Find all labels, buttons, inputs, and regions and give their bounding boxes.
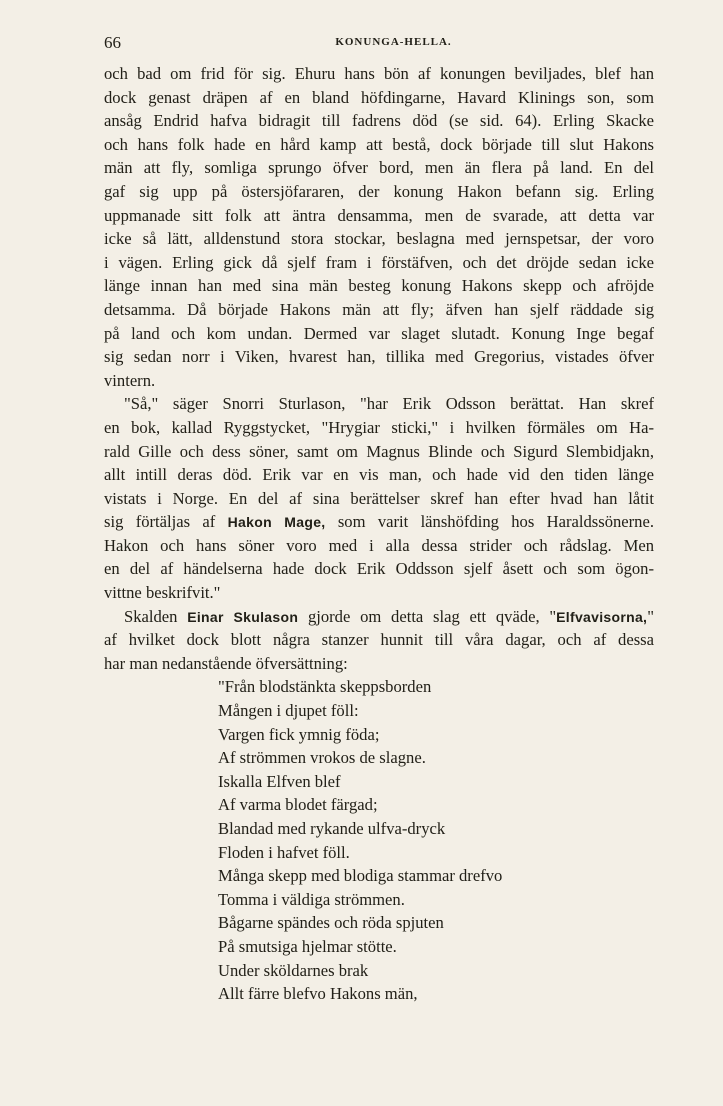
verse-line: Tomma i väldiga strömmen. [218,889,405,909]
poem-title: Elfvavisorna, [556,608,648,625]
verse-line: Vargen fick ymnig föda; [218,724,380,744]
text-fragment: gjorde om detta slag ett qväde, " [307,606,557,626]
text-line: sig sedan norr i Viken, hvarest han, tillika med Gregorius, vistades öfver [104,347,654,367]
text-line: har man nedanstående öfversättning: [104,653,348,673]
text-line: vintern. [104,370,156,390]
verse-line: Mången i djupet föll: [218,701,359,721]
text-line: vittne beskrifvit." [104,583,221,603]
text-line: dock genast dräpen af en bland höfdingarne, Havard Klinings son, som [104,87,654,107]
text-line: på land och kom undan. Dermed var slaget slutadt. Konung Inge begaf [104,323,654,343]
text-line: och hans folk hade en hård kamp att bestå, dock började till slut Hakons [104,134,654,154]
text-line: rald Gille och dess söner, samt om Magnus Blinde och Sigurd Slembidjakn, [104,441,654,461]
text-line: detsamma. Då började Hakons män att fly; äfven han sjelf räddade sig [104,299,654,319]
text-line: och bad om frid för sig. Ehuru hans bön af konungen beviljades, blef han [104,64,654,83]
verse-line: Allt färre blefvo Hakons män, [218,984,418,1004]
text-line: en bok, kallad Ryggstycket, "Hrygiar sticki," i hvilken förmäles om Ha- [104,417,654,437]
person-name: Einar Skulason [187,608,299,625]
verse-line: Iskalla Elfven blef [218,771,341,791]
page-number: 66 [104,33,121,52]
verse-line: Blandad med rykande ulfva-dryck [218,819,446,838]
text-line-with-name [104,605,654,629]
verse-line: Floden i hafvet föll. [218,842,350,862]
text-line: länge innan han med sina män besteg konung Hakons skepp och afröjde [104,276,654,296]
body-text [104,62,654,1006]
verse-line: Bågarne spändes och röda spjuten [218,913,444,933]
text-line: i vägen. Erling gick då sjelf fram i förstäfven, och det dröjde sedan icke [104,252,654,272]
text-line: vistats i Norge. En del af sina berättelser skref han efter hvad han låtit [104,488,654,508]
text-fragment: sig förtäljas af [104,512,216,532]
text-line-with-name [104,510,654,534]
verse-line: Af varma blodet färgad; [218,795,378,815]
text-line: allt intill deras död. Erik var en vis man, och hade vid den tiden länge [104,465,654,485]
text-line: Hakon och hans söner voro med i alla dessa strider och rådslag. Men [104,535,654,555]
verse-line: Af strömmen vrokos de slagne. [218,748,426,768]
page-header [104,33,653,53]
text-line: icke så lätt, alldenstund stora stockar, beslagna med jernspetsar, der voro [104,229,654,249]
verse-line: På smutsiga hjelmar stötte. [218,936,397,956]
text-line: uppmanade sitt folk att äntra densamma, men de svarade, att detta var [104,205,654,225]
text-line: en del af händelserna hade dock Erik Oddsson sjelf åsett och som ögon- [104,559,654,579]
verse-line: Många skepp med blodiga stammar drefvo [218,866,503,886]
verse-line: "Från blodstänkta skeppsborden [218,677,432,697]
text-line: "Så," säger Snorri Sturlason, "har Erik Odsson berättat. Han skref [124,394,654,414]
person-name: Hakon Mage, [227,514,326,531]
text-line: gaf sig upp på östersjöfararen, der konung Hakon befann sig. Erling [104,181,654,201]
text-line: af hvilket dock blott några stanzer hunnit till våra dagar, och af dessa [104,630,654,650]
verse-line: Under sköldarnes brak [218,960,369,980]
text-fragment: som varit länshöfding hos Haraldssönerne. [337,512,654,532]
text-line: män att fly, somliga sprungo öfver bord, men än flera på land. En del [104,158,654,178]
text-line: ansåg Endrid hafva bidragit till fadrens död (se sid. 64). Erling Skacke [104,111,654,131]
text-fragment: Skalden [124,606,178,626]
text-fragment: " [647,606,655,626]
running-title: KONUNGA-HELLA. [335,36,452,48]
